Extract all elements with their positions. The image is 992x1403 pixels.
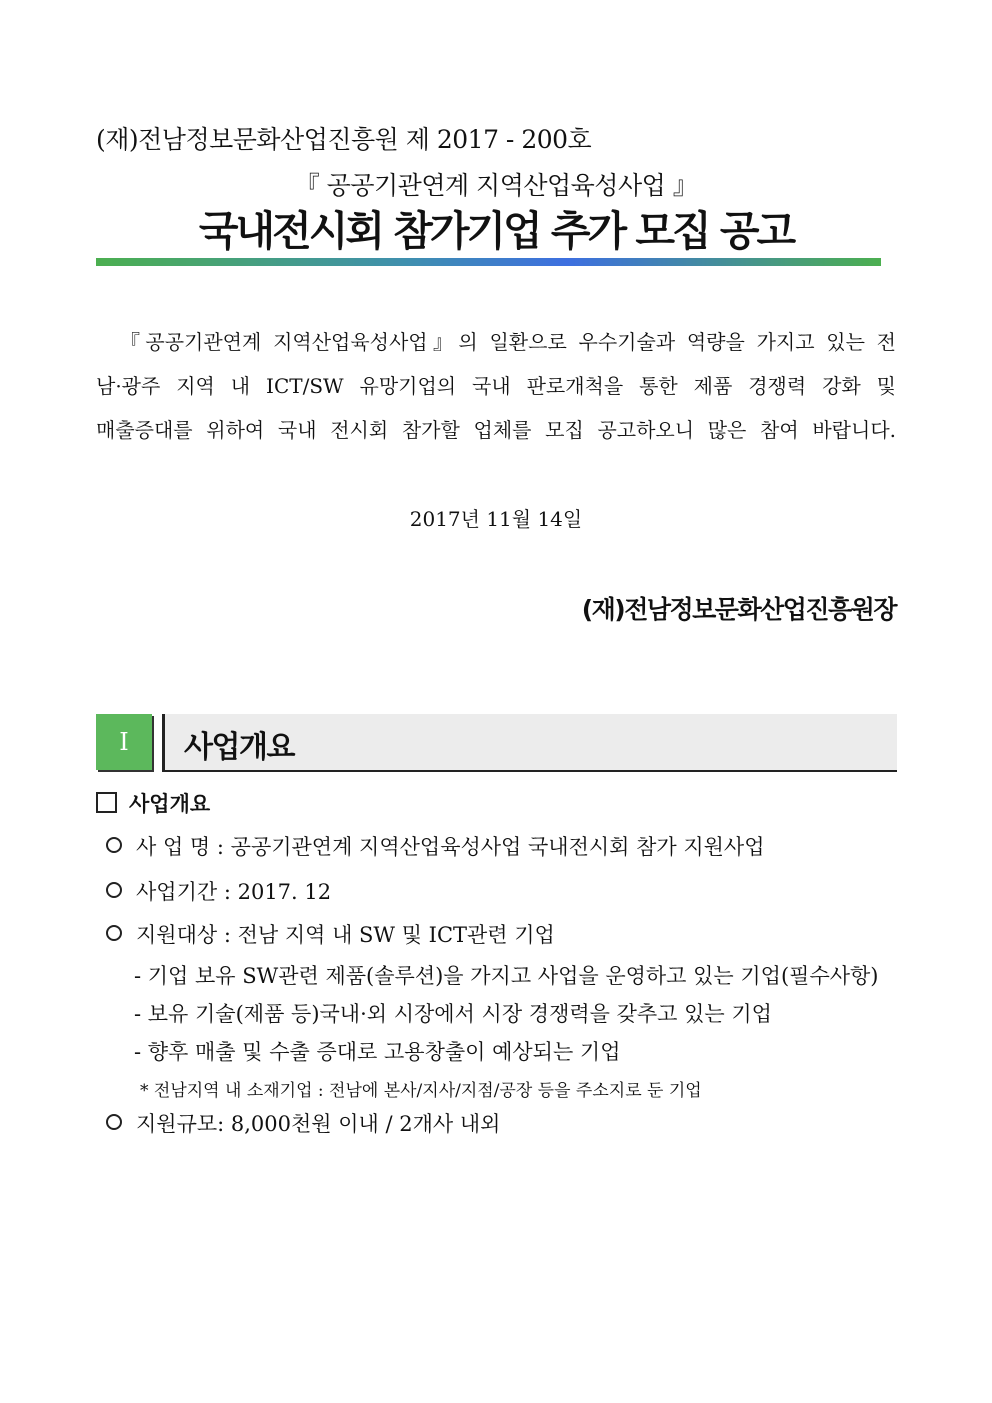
target-criteria-item: - 보유 기술(제품 등)국내·외 시장에서 시장 경쟁력을 갖추고 있는 기업 — [134, 1002, 772, 1026]
overview-heading — [96, 788, 210, 818]
intro-paragraph — [96, 320, 896, 452]
item-value: 공공기관연계 지역산업육성사업 국내전시회 참가 지원사업 — [230, 835, 765, 859]
item-value: 지원규모: 8,000천원 이내 / 2개사 내외 — [136, 1112, 501, 1136]
target-criteria-item: - 향후 매출 및 수출 증대로 고용창출이 예상되는 기업 — [134, 1040, 621, 1064]
overview-item-target: 지원대상 : 전남 지역 내 SW 및 ICT관련 기업 — [106, 919, 555, 949]
section-number-badge: I — [96, 714, 152, 770]
item-label: 지원대상 — [136, 923, 218, 947]
circle-bullet-icon — [106, 882, 122, 898]
overview-item-scale — [106, 1108, 500, 1138]
section-title: 사업개요 — [184, 730, 294, 765]
circle-bullet-icon — [106, 925, 122, 941]
section-header — [96, 714, 896, 772]
target-note: * 전남지역 내 소재기업 : 전남에 본사/지사/지점/공장 등을 주소지로 둔 기업 — [140, 1081, 702, 1101]
item-value: 2017. 12 — [237, 880, 332, 904]
item-value: 전남 지역 내 SW 및 ICT관련 기업 — [237, 923, 555, 947]
overview-item-name: 사 업 명 : 공공기관연계 지역산업육성사업 국내전시회 참가 지원사업 — [106, 831, 765, 861]
square-bullet-icon — [96, 792, 117, 813]
item-label: 사업기간 — [136, 880, 218, 904]
target-criteria-item: - 기업 보유 SW관련 제품(솔루션)을 가지고 사업을 운영하고 있는 기업(필수사항) — [134, 964, 879, 988]
intro-line: 매출증대를 위하여 국내 전시회 참가할 업체를 모집 공고하오니 많은 참여 바랍니다. — [96, 418, 896, 442]
circle-bullet-icon — [106, 1114, 122, 1130]
document-number: (재)전남정보문화산업진흥원 제 2017 - 200호 — [96, 125, 592, 154]
program-subtitle: 『 공공기관연계 지역산업육성사업 』 — [294, 171, 698, 200]
circle-bullet-icon — [106, 837, 122, 853]
issuer-name: (재)전남정보문화산업진흥원장 — [581, 595, 896, 624]
announcement-date: 2017년 11월 14일 — [409, 507, 583, 531]
overview-item-period: 사업기간 : 2017. 12 — [106, 876, 331, 906]
page-title: 국내전시회 참가기업 추가 모집 공고 — [198, 207, 794, 255]
intro-line: 『공공기관연계 지역산업육성사업』의 일환으로 우수기술과 역량을 가지고 있는 전 — [120, 330, 896, 354]
intro-line: 남·광주 지역 내 ICT/SW 유망기업의 국내 판로개척을 통한 제품 경쟁력 강화 및 — [96, 374, 896, 398]
item-label: 사 업 명 — [136, 835, 211, 859]
overview-heading-label: 사업개요 — [129, 791, 211, 816]
title-divider — [96, 258, 881, 266]
